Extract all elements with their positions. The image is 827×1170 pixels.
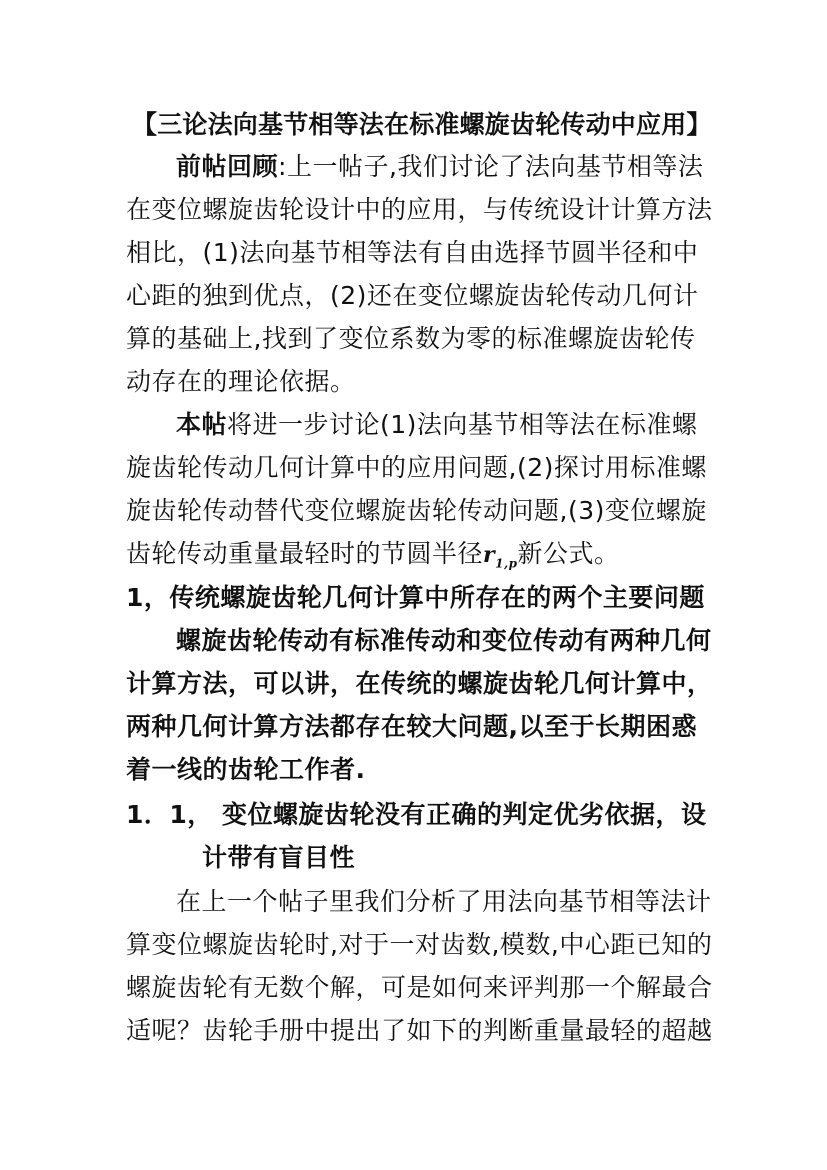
section-1-heading: 1，传统螺旋齿轮几何计算中所存在的两个主要问题 xyxy=(126,583,705,612)
plan-text-5: 新公式。 xyxy=(517,539,620,568)
plan-line-2: 旋齿轮传动几何计算中的应用问题,(2)探讨用标准螺 xyxy=(126,453,707,482)
section-1-line-4: 着一线的齿轮工作者. xyxy=(126,755,366,784)
intro-label: 前帖回顾 xyxy=(176,152,279,181)
plan-line-3: 旋齿轮传动替代变位螺旋齿轮传动问题,(3)变位螺旋 xyxy=(126,496,707,525)
intro-line-3: 相比，(1)法向基节相等法有自由选择节圆半径和中 xyxy=(126,238,699,267)
section-1-1-line-4: 适呢？齿轮手册中提出了如下的判断重量最轻的超越 xyxy=(126,1016,713,1045)
section-1-1-line-1: 在上一个帖子里我们分析了用法向基节相等法计 xyxy=(176,887,712,916)
plan-line-4 xyxy=(126,539,620,578)
section-1-line-3: 两种几何计算方法都存在较大问题,以至于长期困惑 xyxy=(126,712,697,741)
plan-text-1: 将进一步讨论(1)法向基节相等法在标准螺 xyxy=(227,410,698,439)
intro-line-1 xyxy=(176,152,703,182)
plan-text-4: 齿轮传动重量最轻时的节圆半径 xyxy=(126,539,484,568)
symbol-r: r xyxy=(483,542,496,568)
section-1-line-1: 螺旋齿轮传动有标准传动和变位传动有两种几何 xyxy=(176,626,712,655)
intro-line-5: 算的基础上,找到了变位系数为零的标准螺旋齿轮传 xyxy=(126,324,696,353)
intro-line-6: 动存在的理论依据。 xyxy=(126,367,356,396)
section-1-line-2: 计算方法，可以讲，在传统的螺旋齿轮几何计算中， xyxy=(126,669,713,698)
section-1-1-heading-line-2: 计带有盲目性 xyxy=(202,843,356,872)
pitch-radius-symbol xyxy=(483,542,518,571)
plan-label: 本帖 xyxy=(176,410,228,439)
section-1-1-heading-line-1: 1．1， 变位螺旋齿轮没有正确的判定优劣依据，设 xyxy=(126,800,707,829)
plan-line-1 xyxy=(176,410,697,440)
document-title: 【三论法向基节相等法在标准螺旋齿轮传动中应用】 xyxy=(132,110,712,139)
intro-line-4: 心距的独到优点，(2)还在变位螺旋齿轮传动几何计 xyxy=(126,281,699,310)
symbol-subscript: 1,p xyxy=(495,556,518,571)
section-1-1-line-3: 螺旋齿轮有无数个解，可是如何来评判那一个解最合 xyxy=(126,973,713,1002)
section-1-1-line-2: 算变位螺旋齿轮时,对于一对齿数,模数,中心距已知的 xyxy=(126,930,713,959)
intro-text-1: :上一帖子,我们讨论了法向基节相等法 xyxy=(278,152,704,181)
intro-line-2: 在变位螺旋齿轮设计中的应用，与传统设计计算方法 xyxy=(126,195,713,224)
